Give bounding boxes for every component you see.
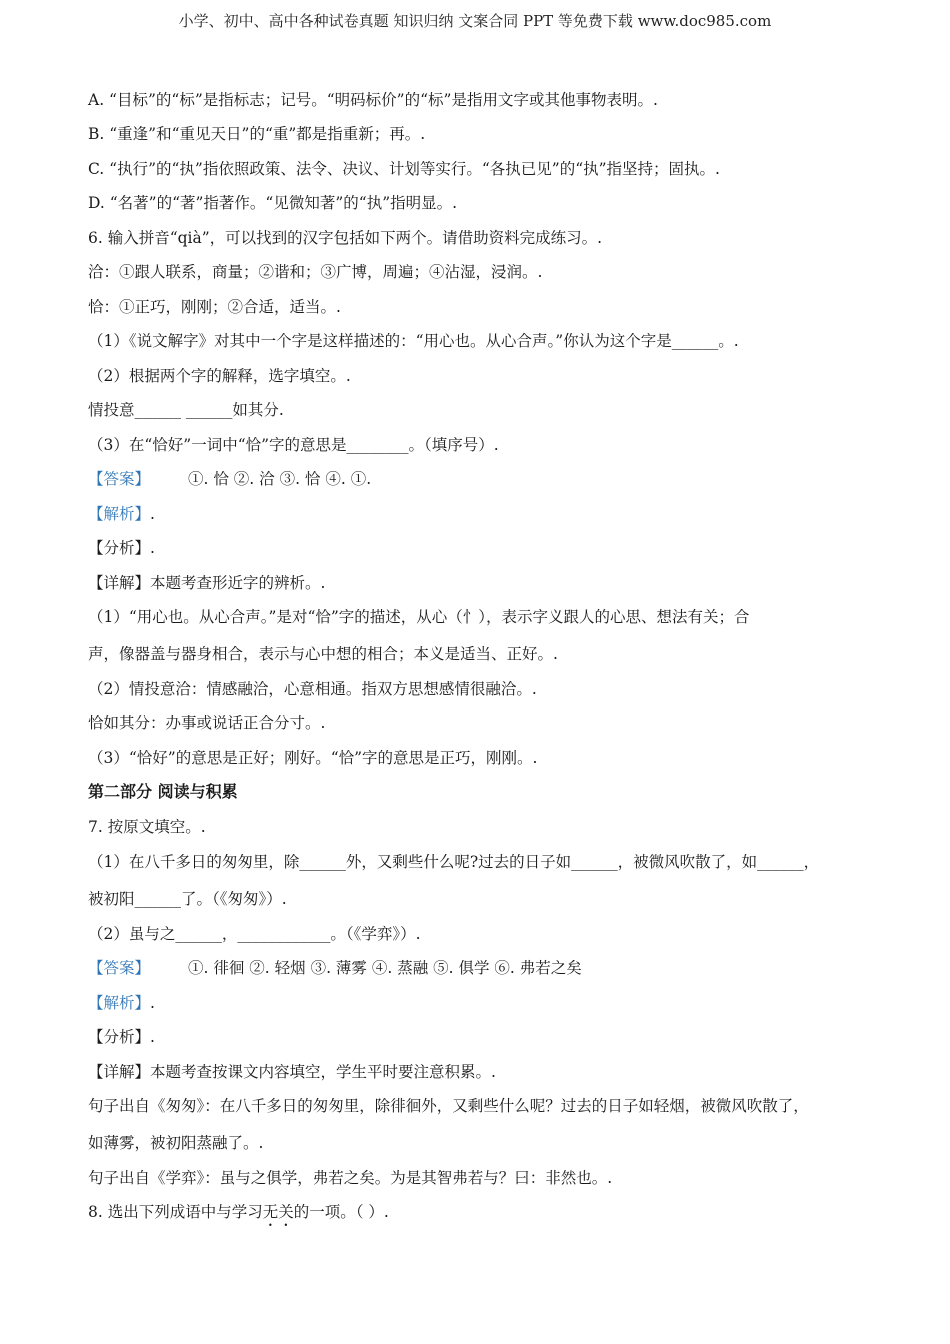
q6-part-1: （1）《说文解字》对其中一个字是这样描述的：“用心也。从心合声。”你认为这个字是______。. [88,332,739,350]
q5-option-c: C. “执行”的“执”指依照政策、法令、决议、计划等实行。“各执已见”的“执”指坚持；固执。. [88,160,720,178]
q7-answer [88,958,582,978]
q6-explanation-1b: 声，像器盖与器身相合，表示与心中想的相合；本义是适当、正好。. [88,645,558,663]
q5-option-b: B. “重逢”和“重见天日”的“重”都是指重新；再。. [88,125,426,143]
q6-fenxi: 【分析】. [88,539,155,557]
q6-explanation-2a: （2）情投意洽：情感融洽，心意相通。指双方思想感情很融洽。. [88,680,537,698]
answer-label: 【答案】 [88,470,151,488]
q6-explanation-2b: 恰如其分：办事或说话正合分寸。. [88,714,326,732]
q6-jiexi: 【解析】. [88,505,155,523]
q7-part-2: （2）虽与之______，____________。（《学弈》）. [88,925,421,943]
answer-label: 【答案】 [88,959,151,977]
q6-explanation-3: （3）“恰好”的意思是正好；刚好。“恰”字的意思是正巧，刚刚。. [88,749,538,767]
q7-explanation-1b: 如薄雾，被初阳蒸融了。. [88,1134,264,1152]
q8-stem-emphasis: 无关 [262,1203,294,1221]
jiexi-label: 【解析】 [88,505,151,523]
q7-xiangjie: 【详解】本题考查按课文内容填空，学生平时要注意积累。. [88,1063,496,1081]
q7-fenxi: 【分析】. [88,1028,155,1046]
q6-part-2: （2）根据两个字的解释，选字填空。. [88,367,351,385]
q6-part-3: （3）在“恰好”一词中“恰”字的意思是________。（填序号）. [88,436,499,454]
q6-explanation-1a: （1）“用心也。从心合声。”是对“恰”字的描述，从心（忄），表示字义跟人的心思、想法有关；合 [88,608,750,626]
page-header: 小学、初中、高中各种试卷真题 知识归纳 文案合同 PPT 等免费下载 www.doc985.com [178,12,772,30]
q6-xiangjie: 【详解】本题考查形近字的辨析。. [88,574,326,592]
q6-definition-qia-heart: 恰：①正巧，刚刚；②合适，适当。. [88,298,341,316]
q5-option-a: A. “目标”的“标”是指标志；记号。“明码标价”的“标”是指用文字或其他事物表明。. [88,91,658,109]
answer-text: ①. 徘徊 ②. 轻烟 ③. 薄雾 ④. 蒸融 ⑤. 俱学 ⑥. 弗若之矣 [188,959,582,977]
q7-part-1b: 被初阳______了。（《匆匆》）. [88,890,287,908]
part2-title: 第二部分 阅读与积累 [88,782,238,801]
q8-stem [88,1202,389,1230]
answer-text: ①. 恰 ②. 洽 ③. 恰 ④. ①. [188,470,372,488]
q8-stem-pre: 8. 选出下列成语中与学习 [88,1203,263,1221]
q7-stem: 7. 按原文填空。. [88,818,206,836]
q6-definition-qia-water: 洽：①跟人联系，商量；②谐和；③广博，周遍；④沾湿，浸润。. [88,263,543,281]
q7-part-1a: （1）在八千多日的匆匆里，除______外，又剩些什么呢?过去的日子如______，被微风吹散了，如______， [88,853,820,871]
q6-stem: 6. 输入拼音“qià”，可以找到的汉字包括如下两个。请借助资料完成练习。. [88,229,603,247]
q7-jiexi: 【解析】. [88,994,155,1012]
q7-explanation-1a: 句子出自《匆匆》：在八千多日的匆匆里，除徘徊外，又剩些什么呢？过去的日子如轻烟，被微风吹散了， [88,1097,809,1115]
jiexi-label: 【解析】 [88,994,151,1012]
q5-option-d: D. “名著”的“著”指著作。“见微知著”的“执”指明显。. [88,194,458,212]
q8-stem-post: 的一项。（ ）. [293,1203,389,1221]
q6-part-2-fill: 情投意______ ______如其分. [88,401,284,419]
q7-explanation-2: 句子出自《学弈》：虽与之俱学，弗若之矣。为是其智弗若与？曰：非然也。. [88,1169,613,1187]
q6-answer [88,469,371,489]
